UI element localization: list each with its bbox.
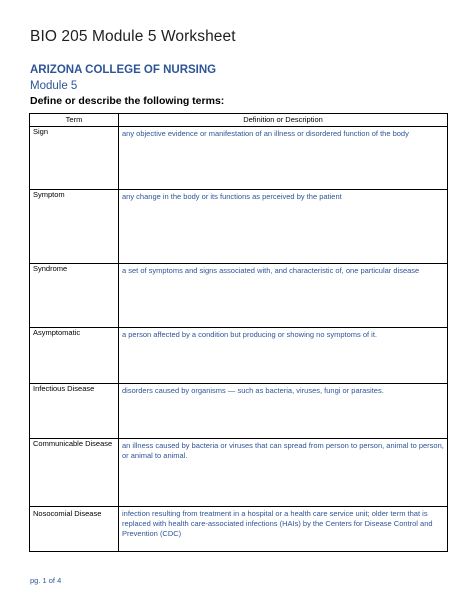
term-column-header: Term [30, 114, 119, 127]
page-number: pg. 1 of 4 [30, 576, 62, 585]
definition-cell: any change in the body or its functions as perceived by the patient [119, 190, 448, 264]
organization-heading: ARIZONA COLLEGE OF NURSING [30, 64, 217, 76]
table-row [30, 439, 448, 507]
table-row [30, 328, 448, 384]
table-row [30, 127, 448, 190]
terms-table [29, 113, 448, 552]
term-cell: Asymptomatic [30, 328, 119, 384]
definition-cell: an illness caused by bacteria or viruses that can spread from person to person, animal to person, or animal to animal. [119, 439, 448, 507]
document-title: BIO 205 Module 5 Worksheet [30, 28, 236, 45]
definition-cell: any objective evidence or manifestation of an illness or disordered function of the body [119, 127, 448, 190]
table-row [30, 384, 448, 439]
term-cell: Infectious Disease [30, 384, 119, 439]
definition-cell: infection resulting from treatment in a hospital or a health care service unit; older term that is replaced with health care-associated infections (HAIs) by the Centers for Disease Control and Prevention (CDC) [119, 507, 448, 552]
term-cell: Communicable Disease [30, 439, 119, 507]
table-header-row [30, 114, 448, 127]
table-row [30, 264, 448, 328]
table-row [30, 507, 448, 552]
term-cell: Symptom [30, 190, 119, 264]
instructions: Define or describe the following terms: [30, 95, 225, 107]
definition-column-header: Definition or Description [119, 114, 448, 127]
definition-cell: a set of symptoms and signs associated with, and characteristic of, one particular disease [119, 264, 448, 328]
definition-cell: a person affected by a condition but producing or showing no symptoms of it. [119, 328, 448, 384]
term-cell: Nosocomial Disease [30, 507, 119, 552]
term-cell: Sign [30, 127, 119, 190]
table-row [30, 190, 448, 264]
term-cell: Syndrome [30, 264, 119, 328]
definition-cell: disorders caused by organisms — such as bacteria, viruses, fungi or parasites. [119, 384, 448, 439]
module-heading: Module 5 [30, 80, 78, 92]
